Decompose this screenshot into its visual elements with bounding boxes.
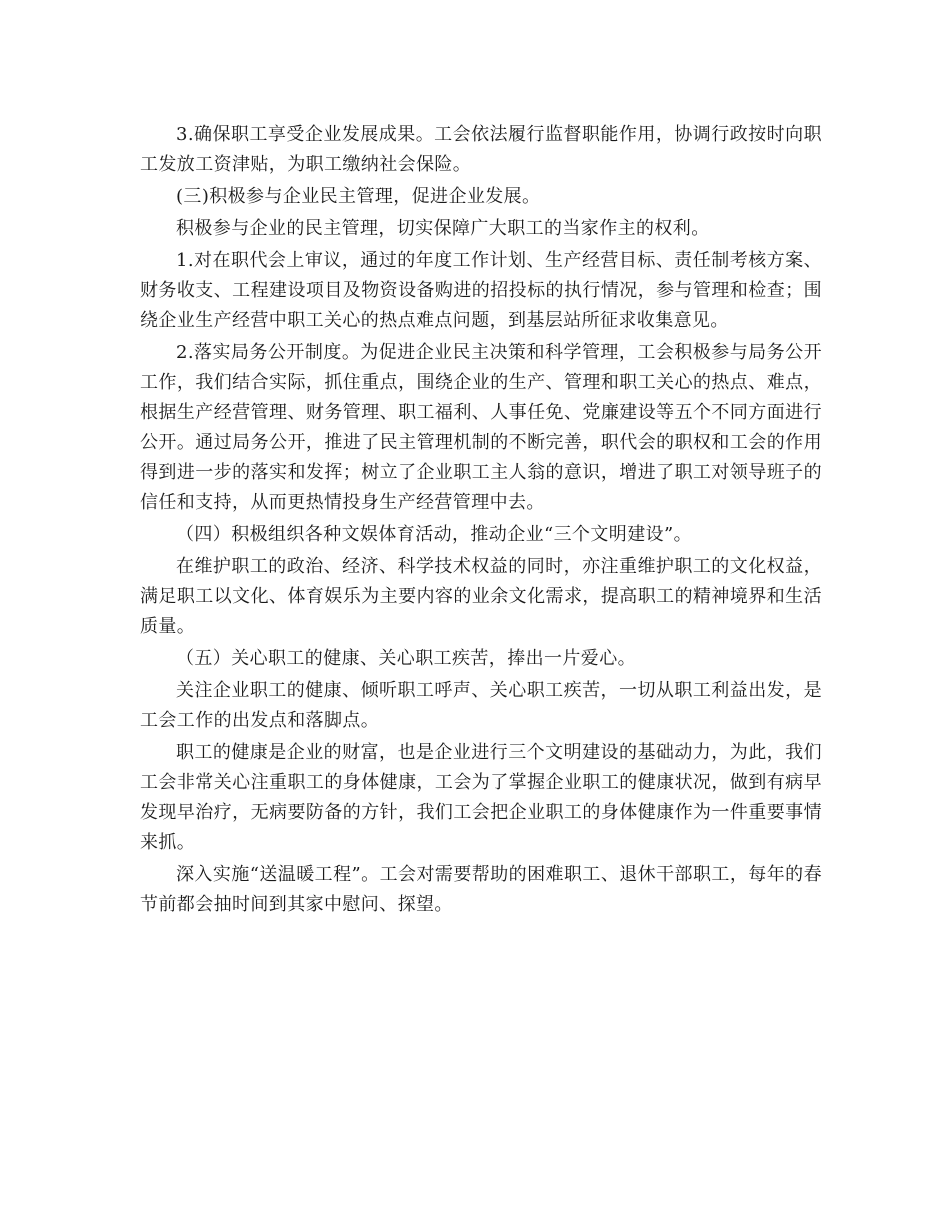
section-heading-3: (三)积极参与企业民主管理，促进企业发展。 [176, 186, 541, 207]
section-heading-5: （五）关心职工的健康、关心职工疾苦，捧出一片爱心。 [176, 648, 636, 669]
paragraph-item-3-guarantee: 3.确保职工享受企业发展成果。工会依法履行监督职能作用，协调行政按时向职工发放工资津贴，为职工缴纳社会保险。 [140, 124, 822, 175]
paragraph-health: 职工的健康是企业的财富，也是企业进行三个文明建设的基础动力，为此，我们工会非常关心注重职工的身体健康，工会为了掌握企业职工的健康状况，做到有病早发现早治疗，无病要防备的方针，我们工会把企业职工的身体健康作为一件重要事情来抓。 [140, 742, 822, 853]
paragraph-cultural-rights: 在维护职工的政治、经济、科学技术权益的同时，亦注重维护职工的文化权益，满足职工以文化、体育娱乐为主要内容的业余文化需求，提高职工的精神境界和生活质量。 [140, 556, 822, 637]
paragraph-warmth-project: 深入实施“送温暖工程”。工会对需要帮助的困难职工、退休干部职工，每年的春节前都会抽时间到其家中慰问、探望。 [140, 864, 822, 915]
paragraph-item-1-review: 1.对在职代会上审议，通过的年度工作计划、生产经营目标、责任制考核方案、财务收支、工程建设项目及物资设备购进的招投标的执行情况，参与管理和检查；围绕企业生产经营中职工关心的热点难点问题，到基层站所征求收集意见。 [140, 250, 822, 331]
paragraph-democratic-management: 积极参与企业的民主管理，切实保障广大职工的当家作主的权利。 [176, 218, 710, 239]
document-body [140, 120, 822, 922]
section-heading-4: （四）积极组织各种文娱体育活动，推动企业“三个文明建设”。 [176, 524, 693, 545]
paragraph-item-2-disclosure: 2.落实局务公开制度。为促进企业民主决策和科学管理，工会积极参与局务公开工作，我们结合实际，抓住重点，围绕企业的生产、管理和职工关心的热点、难点，根据生产经营管理、财务管理、职工福利、人事任免、党廉建设等五个不同方面进行公开。通过局务公开，推进了民主管理机制的不断完善，职代会的职权和工会的作用得到进一步的落实和发挥；树立了企业职工主人翁的意识，增进了职工对领导班子的信任和支持，从而更热情投身生产经营管理中去。 [140, 342, 822, 513]
paragraph-care-workers: 关注企业职工的健康、倾听职工呼声、关心职工疾苦，一切从职工利益出发，是工会工作的出发点和落脚点。 [140, 680, 822, 731]
